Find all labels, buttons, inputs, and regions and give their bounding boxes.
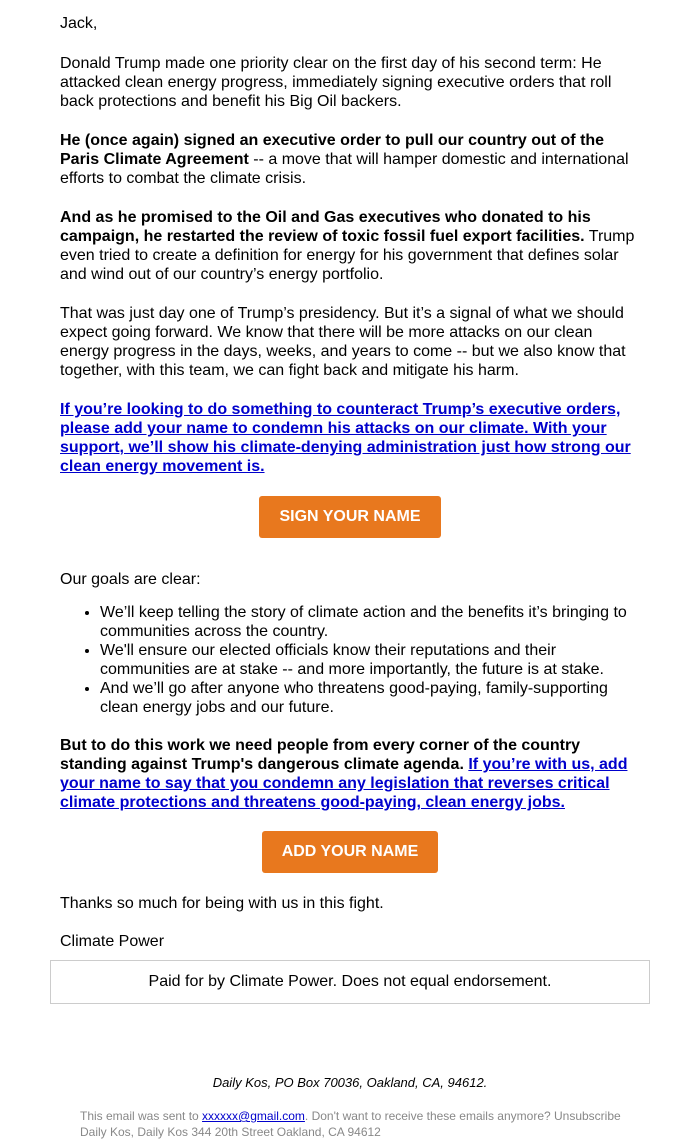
unsubscribe-text[interactable]: . Don't want to receive these emails anymore? Unsubscribe <box>304 1109 621 1123</box>
paris-rest-text: -- a move that will hamper domestic and international efforts to combat the climate crisis. <box>60 151 629 187</box>
recipient-email-link[interactable]: xxxxxx@gmail.com <box>202 1109 305 1123</box>
sign-your-name-button[interactable]: SIGN YOUR NAME <box>259 496 441 538</box>
goal-item: • And we’ll go after anyone who threatens good-paying, family-supporting clean energy jobs and our future. <box>100 679 640 717</box>
goal-item: • We’ll keep telling the story of climate action and the benefits it’s bringing to communities across the country. <box>100 603 640 641</box>
goals-list <box>60 603 640 717</box>
footer-line-2: Daily Kos, Daily Kos 344 20th Street Oakland, CA 94612 <box>80 1125 381 1139</box>
condemn-attacks-link[interactable]: If you’re looking to do something to counteract Trump’s executive orders, please add your name to condemn his attacks on our climate. With your support, we’ll show his climate-denying administration just how strong our clean energy movement is. <box>60 401 631 475</box>
goal-item: • We'll ensure our elected officials know their reputations and their communities are at stake -- and more importantly, the future is at stake. <box>100 641 640 679</box>
cta-bold-text: But to do this work we need people from every corner of the country standing against Trump's dangerous climate agenda. <box>60 737 581 773</box>
footer-sent-prefix: This email was sent to <box>80 1109 203 1123</box>
goals-intro: Our goals are clear: <box>60 571 201 588</box>
email-footer <box>80 1108 640 1140</box>
day-one-paragraph: That was just day one of Trump’s presidency. But it’s a signal of what we should expect going forward. We know that there will be more attacks on our clean energy progress in the days, weeks, and years to come -- but we also know that together, with this team, we can fight back and mitigate his harm. <box>60 305 626 379</box>
thanks-text: Thanks so much for being with us in this fight. <box>60 895 384 912</box>
paris-paragraph <box>60 131 635 188</box>
add-your-name-button[interactable]: ADD YOUR NAME <box>262 831 438 873</box>
paris-bold-text: He (once again) signed an executive order to pull our country out of the Paris Climate Agreement <box>60 132 605 168</box>
signoff: Climate Power <box>60 933 165 950</box>
oil-gas-rest-text: Trump even tried to create a definition for energy for his government that defines solar and wind out of our country’s energy portfolio. <box>60 228 635 283</box>
petition-paragraph <box>60 400 635 476</box>
paid-for-disclaimer <box>50 960 650 1004</box>
greeting: Jack, <box>60 15 98 32</box>
intro-paragraph: Donald Trump made one priority clear on the first day of his second term: He attacked clean energy progress, immediately signing executive orders that roll back protections and benefit his Big Oil backers. <box>60 55 612 110</box>
condemn-legislation-link[interactable]: If you’re with us, add your name to say that you condemn any legislation that reverses critical climate protections and threatens good-paying, clean energy jobs. <box>60 756 628 811</box>
call-to-action-paragraph <box>60 736 635 812</box>
mailing-address: Daily Kos, PO Box 70036, Oakland, CA, 94612. <box>212 1075 488 1090</box>
paid-for-text: Paid for by Climate Power. Does not equal endorsement. <box>148 973 552 990</box>
oil-gas-paragraph <box>60 208 640 284</box>
footer-line-1 <box>80 1108 640 1124</box>
oil-gas-bold-text: And as he promised to the Oil and Gas executives who donated to his campaign, he restarted the review of toxic fossil fuel export facilities. <box>60 209 591 245</box>
